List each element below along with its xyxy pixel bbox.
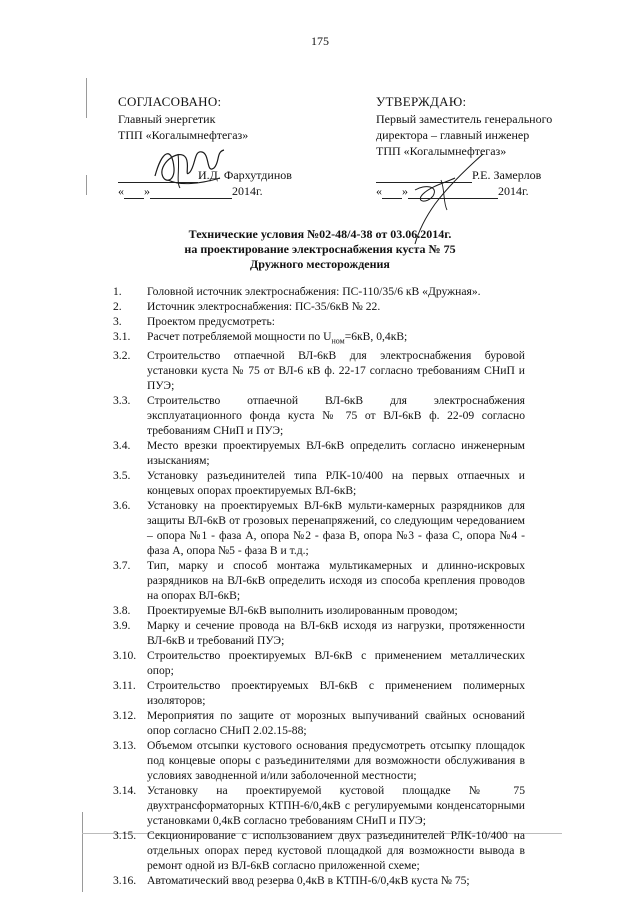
approval-position-left: Главный энергетик [118,112,216,126]
list-item: 3.12. Мероприятия по защите от морозных выпучиваний свайных оснований опор согласно СНиП 2.02.15-88; [113,709,525,738]
list-item: 3.13. Объемом отсыпки кустового основания предусмотреть отсыпку площадок под концевые опоры с разъединителями для возможности обслуживания в условиях заводненной и/или заболоченной местности; [113,739,525,783]
list-item: 3.2. Строительство отпаечной ВЛ-6кВ для электроснабжения буровой установки куста № 75 от ВЛ-6 кВ ф. 22-17 согласно требованиям СНиП и ПУЭ; [113,349,525,393]
year-right: 2014г. [498,184,529,198]
title-line-3: Дружного месторождения [250,257,390,271]
scan-edge-mark [82,812,83,892]
list-item: 3.8. Проектируемые ВЛ-6кВ выполнить изолированным проводом; [113,604,458,618]
title-line-2: на проектирование электроснабжения куста № 75 [184,242,456,256]
approval-heading-left: СОГЛАСОВАНО: [118,94,222,109]
list-item: 3.16. Автоматический ввод резерва 0,4кВ в КТПН-6/0,4кВ куста № 75; [113,874,470,888]
list-item: 3.15. Секционирование с использованием двух разъединителей РЛК-10/400 на отдельных опорах перед кустовой площадкой для возможности вывода в ремонт одной из ВЛ-6кВ согласно приложенной схеме; [113,829,525,873]
list-item: 3. Проектом предусмотреть: [113,315,276,328]
signer-left: И.Д. Фархутдинов [198,168,292,182]
list-item: 3.14. Установку на проектируемой кустовой площадке № 75 двухтрансформаторных КТПН-6/0,4кВ с регулируемыми конденсаторными установками 0,4кВ согласно требованиям СНиП и ПУЭ; [113,784,525,828]
list-item: 3.10. Строительство проектируемых ВЛ-6кВ с применением металлических опор; [113,649,525,678]
list-item: 3.9. Марку и сечение провода на ВЛ-6кВ исходя из нагрузки, протяженности ВЛ-6кВ и требований ПУЭ; [113,619,525,648]
list-item: 3.1. Расчет потребляемой мощности по $U_{ном}=6кВ$, 0,4кВ; [113,330,408,346]
list-item: 3.11. Строительство проектируемых ВЛ-6кВ с применением полимерных изоляторов; [113,679,525,708]
scan-edge-mark [86,78,87,118]
handwritten-signature-left [150,138,230,193]
list-item: 3.5. Установку разъединителей типа РЛК-10/400 на первых отпаечных и концевых опорах проектируемых ВЛ-6кВ; [113,469,525,498]
document-title [0,227,640,272]
list-item: 3.4. Место врезки проектируемых ВЛ-6кВ определить согласно инженерным изысканиям; [113,439,525,468]
list-item: 2. Источник электроснабжения: ПС-35/6кВ № 22. [113,300,381,313]
list-item: 1. Головной источник электроснабжения: ПС-110/35/6 кВ «Дружная». [113,285,481,298]
approval-position-right-1: Первый заместитель генерального [376,112,553,126]
approval-heading-right: УТВЕРЖДАЮ: [376,94,467,109]
list-item: 3.7. Тип, марку и способ монтажа мультикамерных и длинно-искровых разрядников на ВЛ-6кВ определить исходя из способа крепления проводов на опорах ВЛ-6кВ; [113,559,525,603]
title-line-1: Технические условия №02-48/4-38 от 03.06.2014г. [188,227,452,241]
date-line-left: « » 2014г. [118,184,263,198]
approval-company-right: ТПП «Когалымнефтегаз» [376,144,507,158]
scan-edge-mark [86,175,87,195]
conditions-list [113,284,525,888]
page-number: 175 [311,34,329,48]
list-item: 3.3. Строительство отпаечной ВЛ-6кВ для электроснабжения эксплуатационного фонда куста № 75 от ВЛ-6кВ ф. 22-09 согласно требованиям СНиП и ПУЭ; [113,394,525,438]
approval-position-right-2: директора – главный инженер [376,128,530,142]
date-line-right: « » 2014г. [376,184,529,198]
approval-company-left: ТПП «Когалымнефтегаз» [118,128,249,142]
year-left: 2014г. [232,184,263,198]
signer-right: Р.Е. Замерлов [472,168,542,182]
list-item: 3.6. Установку на проектируемых ВЛ-6кВ мульти-камерных разрядников для защиты ВЛ-6кВ от грозовых перенапряжений, со следующим чередованием – опора №1 - фаза А, опора №2 - фаза В, опора №3 - фаза С, опора №4 - фаза А, опора №5 - фаза В и т.д.; [113,499,525,558]
